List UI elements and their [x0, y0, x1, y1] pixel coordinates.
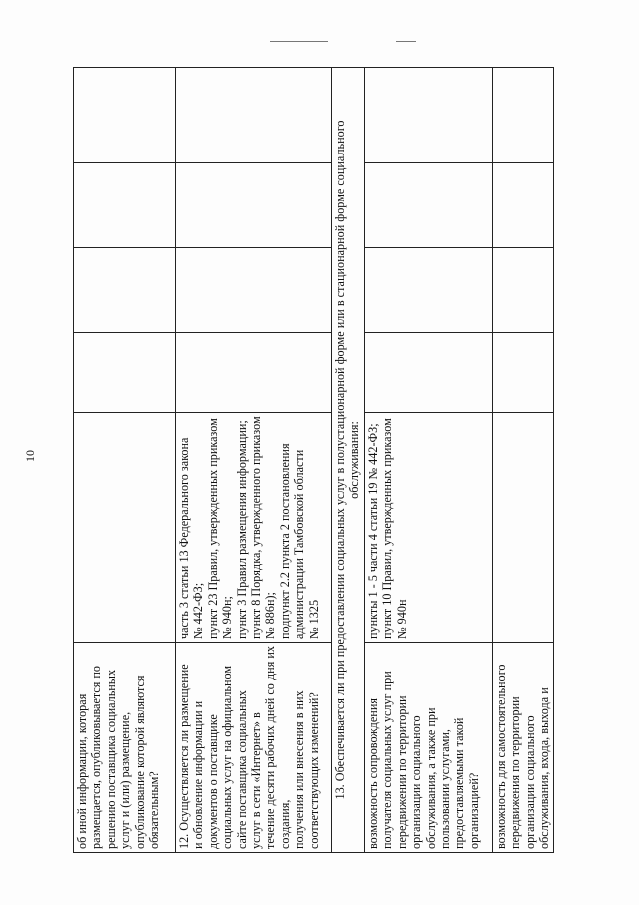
question-cell: возможность сопровождения получателя социальных услуг при передвижении по территории организации социального обслуживания, а также при пользовании услугами, предоставляемыми такой организацией?: [365, 643, 493, 853]
answer-no-cell: [493, 248, 554, 333]
answer-yes-cell: [74, 333, 176, 413]
scan-mark: [396, 41, 416, 42]
answer-yes-cell: [176, 333, 332, 413]
answer-na-cell: [365, 163, 493, 248]
scan-mark: [270, 41, 328, 42]
checklist-table: [73, 67, 554, 853]
checklist-table-rotated: [73, 68, 552, 853]
note-cell: [176, 68, 332, 163]
answer-yes-cell: [365, 333, 493, 413]
answer-na-cell: [176, 163, 332, 248]
answer-no-cell: [176, 248, 332, 333]
question-cell: об иной информации, которая размещается, опубликовывается по решению поставщика социальных услуг и (или) размещение, опубликование которой являются обязательным?: [74, 643, 176, 853]
answer-no-cell: [74, 248, 176, 333]
page-number: 10: [23, 450, 37, 462]
section-header-cell: 13. Обеспечивается ли при предоставлении социальных услуг в полустационарной форме или в стационарной форме социального обслуживания:: [332, 68, 365, 853]
basis-cell: пункты 1 - 5 части 4 статьи 19 № 442-ФЗ; пункт 10 Правил, утвержденных приказом № 940н: [365, 413, 493, 643]
table-row: [493, 68, 554, 853]
table-row: [365, 68, 493, 853]
note-cell: [365, 68, 493, 163]
basis-cell: [493, 413, 554, 643]
answer-yes-cell: [493, 333, 554, 413]
answer-no-cell: [365, 248, 493, 333]
question-cell: 12. Осуществляется ли размещение и обновление информации и документов о поставщике социальных услуг на официальном сайте поставщика социальных услуг в сети «Интернет» в течение десяти рабочих дней со дня их создания, получения или внесения в них соответствующих изменений?: [176, 643, 332, 853]
answer-na-cell: [74, 163, 176, 248]
section-row: [332, 68, 365, 853]
answer-na-cell: [493, 163, 554, 248]
question-cell: возможность для самостоятельного передвижения по территории организации социального обслуживания, входа, выхода и: [493, 643, 554, 853]
basis-cell: часть 3 статьи 13 Федерального закона № 442-ФЗ; пункт 23 Правил, утвержденных приказом № 940н; пункт 3 Правил размещения информации; пункт 8 Порядка, утвержденного приказом № 886н); подпункт 2.2 пункта 2 постановления администрации Тамбовской области № 1325: [176, 413, 332, 643]
note-cell: [74, 68, 176, 163]
basis-cell: [74, 413, 176, 643]
table-row: [176, 68, 332, 853]
note-cell: [493, 68, 554, 163]
table-row: [74, 68, 176, 853]
